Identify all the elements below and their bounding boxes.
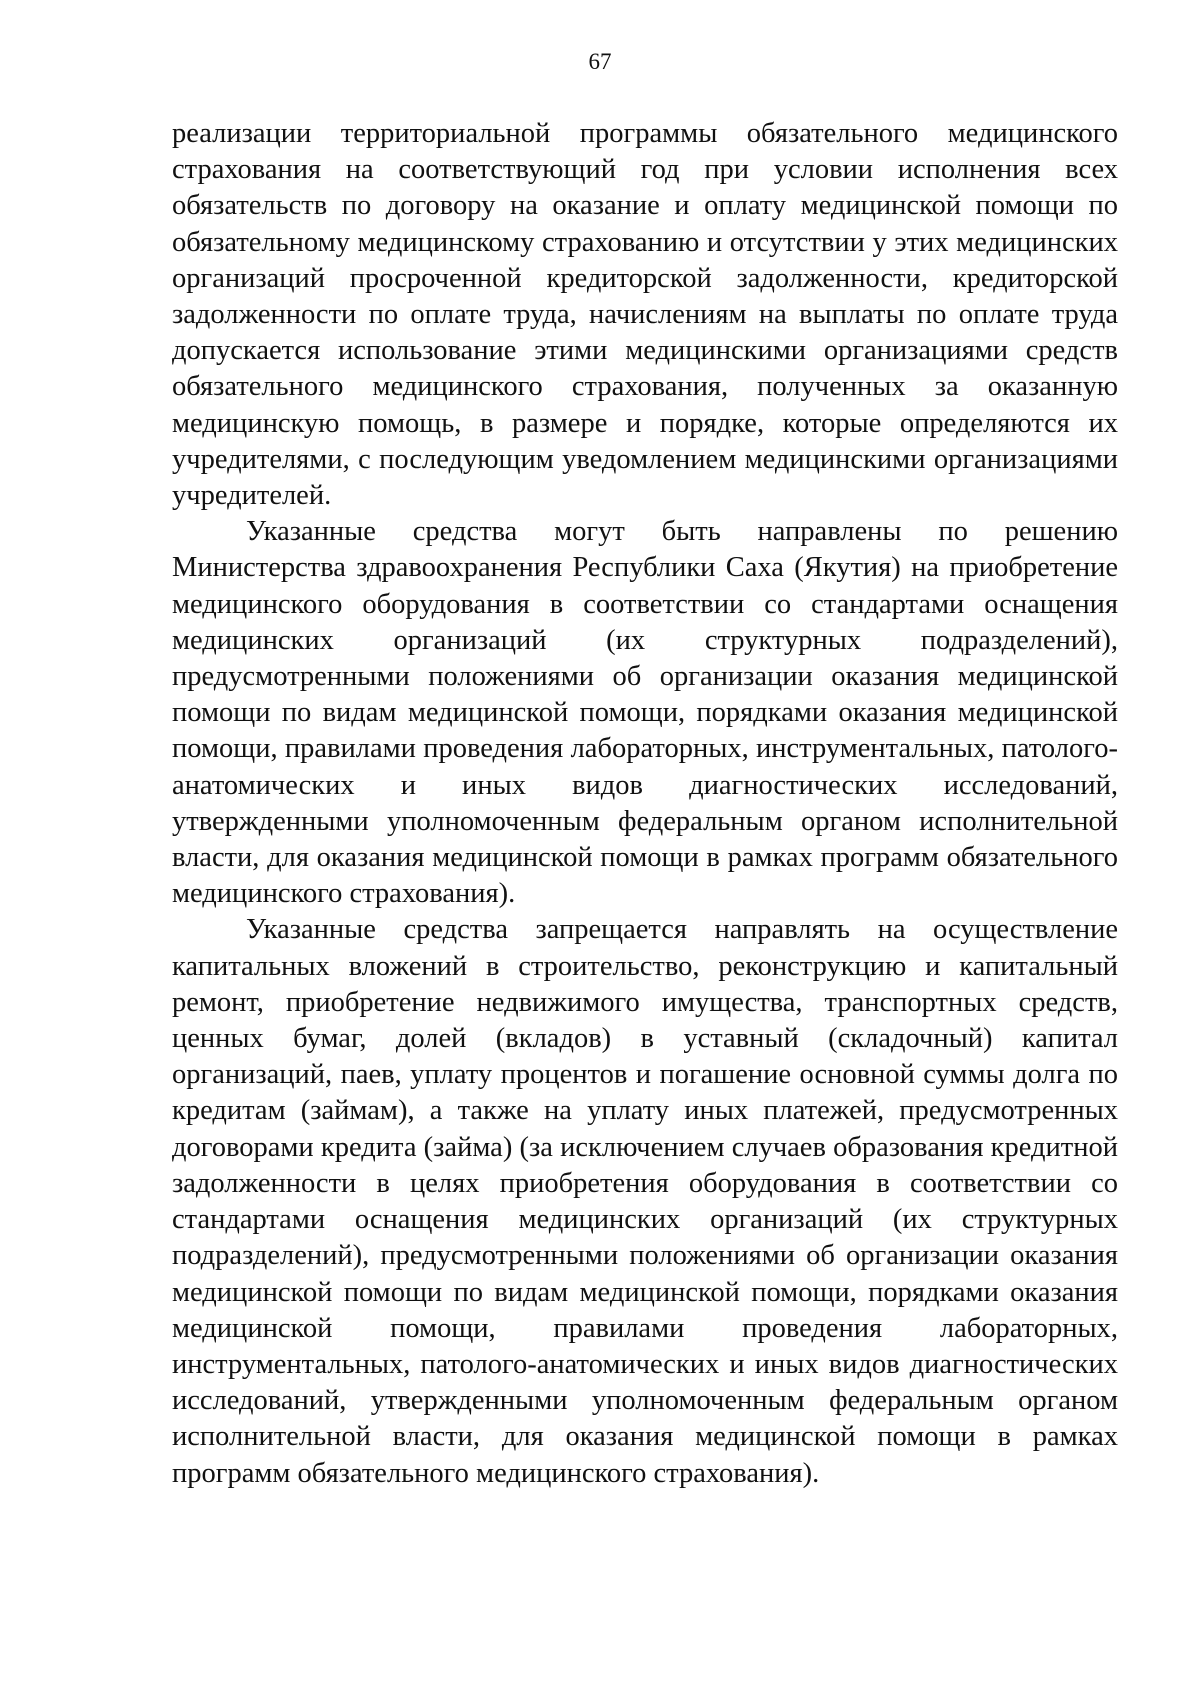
paragraph-prohibited-uses: Указанные средства запрещается направлять на осуществление капитальных вложений в строительство, реконструкцию и капитальный ремонт, приобретение недвижимого имущества, транспортных средств, ценных бумаг, долей (вкладов) в уставный (складочный) капитал организаций, паев, уплату процентов и погашение основной суммы долга по кредитам (займам), а также на уплату иных платежей, предусмотренных договорами кредита (займа) (за исключением случаев образования кредитной задолженности в целях приобретения оборудования в соответствии со стандартами оснащения медицинских организаций (их структурных подразделений), предусмотренными положениями об организации оказания медицинской помощи по видам медицинской помощи, порядками оказания медицинской помощи, правилами проведения лабораторных, инструментальных, патолого-анатомических и иных видов диагностических исследований, утвержденными уполномоченным федеральным органом исполнительной власти, для оказания медицинской помощи в рамках программ обязательного медицинского страхования). [172, 914, 1118, 1489]
paragraph-continuation: реализации территориальной программы обязательного медицинского страхования на соответствующий год при условии исполнения всех обязательств по договору на оказание и оплату медицинской помощи по обязательному медицинскому страхованию и отсутствии у этих медицинских организаций просроченной кредиторской задолженности, кредиторской задолженности по оплате труда, начислениям на выплаты по оплате труда допускается использование этими медицинскими организациями средств обязательного медицинского страхования, полученных за оказанную медицинскую помощь, в размере и порядке, которые определяются их учредителями, с последующим уведомлением медицинскими организациями учредителей. [172, 118, 1118, 512]
document-body [172, 116, 1118, 1492]
page-number: 67 [588, 49, 612, 74]
paragraph-equipment-purchase: Указанные средства могут быть направлены по решению Министерства здравоохранения Республики Саха (Якутия) на приобретение медицинского оборудования в соответствии со стандартами оснащения медицинских организаций (их структурных подразделений), предусмотренными положениями об организации оказания медицинской помощи по видам медицинской помощи, порядками оказания медицинской помощи, правилами проведения лабораторных, инструментальных, патолого-анатомических и иных видов диагностических исследований, утвержденными уполномоченным федеральным органом исполнительной власти, для оказания медицинской помощи в рамках программ обязательного медицинского страхования). [172, 516, 1118, 910]
